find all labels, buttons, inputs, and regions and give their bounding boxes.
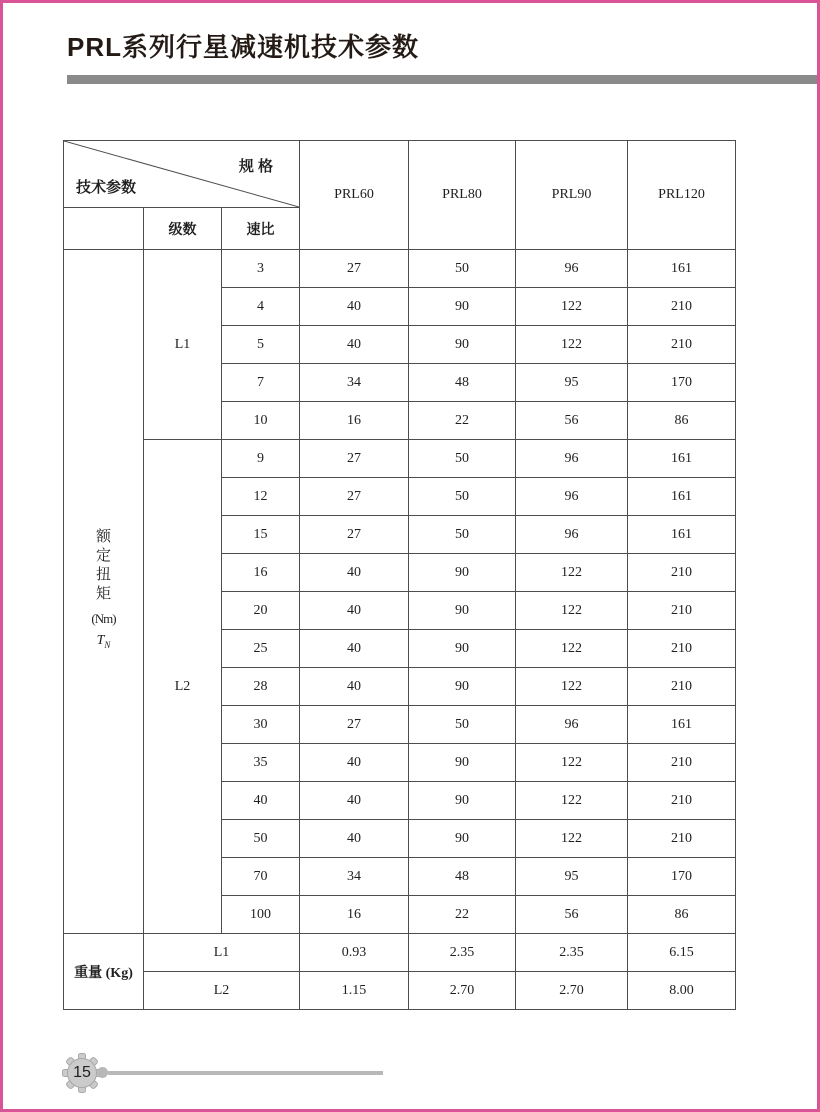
ratio-cell: 50 bbox=[222, 820, 300, 858]
column-header-prl120: PRL120 bbox=[628, 141, 736, 250]
torque-vertical-label: 额 定 扭 矩 (Nm) $T_N$ bbox=[91, 529, 116, 650]
page-title: PRL系列行星减速机技术参数 bbox=[67, 32, 420, 62]
param-axis-label: 技术参数 bbox=[76, 179, 137, 196]
value-cell-prl80: 90 bbox=[409, 554, 516, 592]
value-cell-prl120: 86 bbox=[628, 402, 736, 440]
weight-value-cell-prl120: 8.00 bbox=[628, 972, 736, 1010]
spec-table bbox=[63, 140, 736, 1010]
ratio-header: 速比 bbox=[222, 208, 300, 250]
value-cell-prl90: 56 bbox=[516, 402, 628, 440]
diagonal-header-cell bbox=[64, 141, 300, 208]
value-cell-prl80: 50 bbox=[409, 478, 516, 516]
value-cell-prl80: 22 bbox=[409, 402, 516, 440]
ratio-cell: 10 bbox=[222, 402, 300, 440]
column-header-prl80: PRL80 bbox=[409, 141, 516, 250]
ratio-cell: 9 bbox=[222, 440, 300, 478]
value-cell-prl60: 27 bbox=[300, 706, 409, 744]
value-cell-prl80: 50 bbox=[409, 706, 516, 744]
value-cell-prl90: 56 bbox=[516, 896, 628, 934]
value-cell-prl90: 122 bbox=[516, 782, 628, 820]
weight-stage-cell-l1: L1 bbox=[144, 934, 300, 972]
value-cell-prl120: 210 bbox=[628, 782, 736, 820]
value-cell-prl90: 122 bbox=[516, 630, 628, 668]
value-cell-prl80: 48 bbox=[409, 364, 516, 402]
value-cell-prl120: 210 bbox=[628, 554, 736, 592]
value-cell-prl80: 90 bbox=[409, 782, 516, 820]
weight-value-cell-prl80: 2.70 bbox=[409, 972, 516, 1010]
value-cell-prl120: 210 bbox=[628, 288, 736, 326]
ratio-cell: 5 bbox=[222, 326, 300, 364]
ratio-cell: 100 bbox=[222, 896, 300, 934]
ratio-cell: 40 bbox=[222, 782, 300, 820]
value-cell-prl120: 86 bbox=[628, 896, 736, 934]
ratio-cell: 28 bbox=[222, 668, 300, 706]
stage-cell-l2: L2 bbox=[144, 440, 222, 934]
value-cell-prl120: 170 bbox=[628, 858, 736, 896]
value-cell-prl80: 50 bbox=[409, 440, 516, 478]
ratio-cell: 70 bbox=[222, 858, 300, 896]
value-cell-prl120: 210 bbox=[628, 630, 736, 668]
weight-value-cell-prl120: 6.15 bbox=[628, 934, 736, 972]
value-cell-prl90: 96 bbox=[516, 440, 628, 478]
page-number-gear-icon bbox=[62, 1053, 102, 1093]
value-cell-prl80: 90 bbox=[409, 630, 516, 668]
page-number: 15 bbox=[73, 1064, 91, 1081]
value-cell-prl60: 27 bbox=[300, 440, 409, 478]
value-cell-prl120: 170 bbox=[628, 364, 736, 402]
value-cell-prl80: 90 bbox=[409, 668, 516, 706]
header-row bbox=[64, 141, 736, 208]
value-cell-prl90: 122 bbox=[516, 288, 628, 326]
value-cell-prl90: 122 bbox=[516, 326, 628, 364]
value-cell-prl120: 161 bbox=[628, 478, 736, 516]
value-cell-prl60: 40 bbox=[300, 630, 409, 668]
empty-corner-cell bbox=[64, 208, 144, 250]
ratio-cell: 35 bbox=[222, 744, 300, 782]
ratio-cell: 20 bbox=[222, 592, 300, 630]
stage-cell-l1: L1 bbox=[144, 250, 222, 440]
value-cell-prl60: 40 bbox=[300, 782, 409, 820]
value-cell-prl80: 50 bbox=[409, 516, 516, 554]
value-cell-prl120: 210 bbox=[628, 326, 736, 364]
value-cell-prl80: 90 bbox=[409, 820, 516, 858]
weight-stage-cell-l2: L2 bbox=[144, 972, 300, 1010]
value-cell-prl90: 95 bbox=[516, 858, 628, 896]
spec-axis-label: 规 格 bbox=[238, 158, 274, 175]
ratio-cell: 15 bbox=[222, 516, 300, 554]
value-cell-prl60: 40 bbox=[300, 326, 409, 364]
value-cell-prl120: 161 bbox=[628, 706, 736, 744]
value-cell-prl60: 16 bbox=[300, 402, 409, 440]
value-cell-prl80: 50 bbox=[409, 250, 516, 288]
ratio-cell: 4 bbox=[222, 288, 300, 326]
value-cell-prl120: 210 bbox=[628, 592, 736, 630]
value-cell-prl80: 90 bbox=[409, 592, 516, 630]
value-cell-prl60: 34 bbox=[300, 364, 409, 402]
torque-label-cell bbox=[64, 250, 144, 934]
value-cell-prl60: 27 bbox=[300, 250, 409, 288]
value-cell-prl90: 122 bbox=[516, 744, 628, 782]
value-cell-prl90: 122 bbox=[516, 668, 628, 706]
value-cell-prl120: 210 bbox=[628, 668, 736, 706]
value-cell-prl90: 96 bbox=[516, 706, 628, 744]
weight-row bbox=[64, 934, 736, 972]
weight-row bbox=[64, 972, 736, 1010]
column-header-prl90: PRL90 bbox=[516, 141, 628, 250]
table-row bbox=[64, 440, 736, 478]
table-row bbox=[64, 250, 736, 288]
footer-rule bbox=[108, 1071, 383, 1075]
weight-value-cell-prl80: 2.35 bbox=[409, 934, 516, 972]
value-cell-prl90: 96 bbox=[516, 250, 628, 288]
value-cell-prl80: 90 bbox=[409, 288, 516, 326]
value-cell-prl80: 22 bbox=[409, 896, 516, 934]
value-cell-prl60: 27 bbox=[300, 516, 409, 554]
value-cell-prl60: 40 bbox=[300, 744, 409, 782]
value-cell-prl60: 40 bbox=[300, 668, 409, 706]
ratio-cell: 25 bbox=[222, 630, 300, 668]
value-cell-prl60: 40 bbox=[300, 288, 409, 326]
value-cell-prl60: 40 bbox=[300, 554, 409, 592]
weight-value-cell-prl60: 0.93 bbox=[300, 934, 409, 972]
value-cell-prl120: 161 bbox=[628, 516, 736, 554]
value-cell-prl90: 122 bbox=[516, 554, 628, 592]
value-cell-prl80: 90 bbox=[409, 326, 516, 364]
value-cell-prl120: 161 bbox=[628, 440, 736, 478]
footer-dot bbox=[97, 1067, 108, 1078]
value-cell-prl90: 96 bbox=[516, 516, 628, 554]
value-cell-prl90: 96 bbox=[516, 478, 628, 516]
value-cell-prl90: 122 bbox=[516, 592, 628, 630]
value-cell-prl120: 161 bbox=[628, 250, 736, 288]
column-header-prl60: PRL60 bbox=[300, 141, 409, 250]
value-cell-prl90: 95 bbox=[516, 364, 628, 402]
value-cell-prl120: 210 bbox=[628, 744, 736, 782]
value-cell-prl80: 90 bbox=[409, 744, 516, 782]
value-cell-prl120: 210 bbox=[628, 820, 736, 858]
weight-label-cell: 重量 (Kg) bbox=[64, 934, 144, 1010]
ratio-cell: 16 bbox=[222, 554, 300, 592]
value-cell-prl90: 122 bbox=[516, 820, 628, 858]
weight-value-cell-prl90: 2.70 bbox=[516, 972, 628, 1010]
value-cell-prl60: 40 bbox=[300, 820, 409, 858]
value-cell-prl80: 48 bbox=[409, 858, 516, 896]
ratio-cell: 12 bbox=[222, 478, 300, 516]
value-cell-prl60: 34 bbox=[300, 858, 409, 896]
stage-header: 级数 bbox=[144, 208, 222, 250]
ratio-cell: 3 bbox=[222, 250, 300, 288]
title-underline bbox=[67, 75, 817, 84]
weight-value-cell-prl60: 1.15 bbox=[300, 972, 409, 1010]
weight-value-cell-prl90: 2.35 bbox=[516, 934, 628, 972]
value-cell-prl60: 27 bbox=[300, 478, 409, 516]
ratio-cell: 7 bbox=[222, 364, 300, 402]
value-cell-prl60: 16 bbox=[300, 896, 409, 934]
value-cell-prl60: 40 bbox=[300, 592, 409, 630]
ratio-cell: 30 bbox=[222, 706, 300, 744]
